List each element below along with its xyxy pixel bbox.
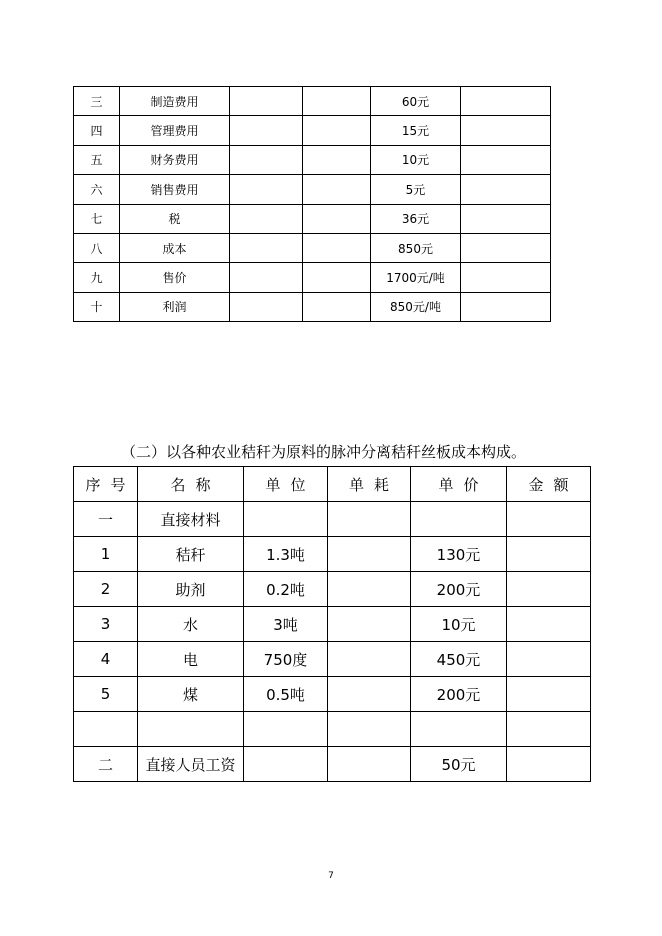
table-row	[74, 502, 591, 537]
price-cell	[411, 502, 507, 537]
consumption-cell	[328, 712, 411, 747]
name-cell: 售价	[120, 263, 230, 292]
price-cell: 15元	[371, 116, 461, 145]
consumption-cell	[303, 263, 371, 292]
price-cell: 36元	[371, 204, 461, 233]
column-header: 单位	[244, 467, 328, 502]
table-row	[74, 747, 591, 782]
unit-cell: 3吨	[244, 607, 328, 642]
name-cell: 制造费用	[120, 87, 230, 116]
name-cell: 电	[138, 642, 244, 677]
section-caption: （二）以各种农业秸秆为原料的脉冲分离秸秆丝板成本构成。	[121, 443, 527, 461]
consumption-cell	[328, 607, 411, 642]
column-header: 单耗	[328, 467, 411, 502]
seq-cell: 三	[74, 87, 120, 116]
amount-cell	[507, 607, 591, 642]
amount-cell	[461, 87, 551, 116]
amount-cell	[507, 747, 591, 782]
amount-cell	[461, 292, 551, 321]
seq-cell: 十	[74, 292, 120, 321]
seq-cell: 3	[74, 607, 138, 642]
seq-cell: 4	[74, 642, 138, 677]
unit-cell	[230, 116, 303, 145]
table-row	[74, 263, 551, 292]
name-cell: 成本	[120, 233, 230, 262]
table-row	[74, 642, 591, 677]
price-cell: 1700元/吨	[371, 263, 461, 292]
seq-cell: 四	[74, 116, 120, 145]
table-row	[74, 712, 591, 747]
name-cell: 管理费用	[120, 116, 230, 145]
table-row	[74, 677, 591, 712]
column-header: 单价	[411, 467, 507, 502]
name-cell: 财务费用	[120, 145, 230, 174]
consumption-cell	[303, 233, 371, 262]
table-row	[74, 572, 591, 607]
unit-cell	[230, 87, 303, 116]
seq-cell: 六	[74, 175, 120, 204]
consumption-cell	[328, 502, 411, 537]
unit-cell	[230, 263, 303, 292]
consumption-cell	[328, 677, 411, 712]
seq-cell: 八	[74, 233, 120, 262]
amount-cell	[507, 572, 591, 607]
name-cell: 税	[120, 204, 230, 233]
table-row	[74, 145, 551, 174]
consumption-cell	[303, 204, 371, 233]
consumption-cell	[303, 87, 371, 116]
name-cell: 销售费用	[120, 175, 230, 204]
table-row	[74, 204, 551, 233]
amount-cell	[461, 175, 551, 204]
amount-cell	[461, 233, 551, 262]
unit-cell	[244, 747, 328, 782]
table-row	[74, 175, 551, 204]
price-cell: 130元	[411, 537, 507, 572]
consumption-cell	[328, 747, 411, 782]
name-cell: 助剂	[138, 572, 244, 607]
consumption-cell	[303, 145, 371, 174]
straw-board-cost-table	[73, 466, 591, 782]
seq-cell	[74, 712, 138, 747]
column-header: 名称	[138, 467, 244, 502]
seq-cell: 九	[74, 263, 120, 292]
price-cell: 850元	[371, 233, 461, 262]
unit-cell: 1.3吨	[244, 537, 328, 572]
amount-cell	[507, 677, 591, 712]
seq-cell: 2	[74, 572, 138, 607]
amount-cell	[507, 502, 591, 537]
amount-cell	[507, 537, 591, 572]
consumption-cell	[303, 292, 371, 321]
unit-cell	[230, 204, 303, 233]
seq-cell: 二	[74, 747, 138, 782]
table-row	[74, 292, 551, 321]
table-header-row	[74, 467, 591, 502]
price-cell: 50元	[411, 747, 507, 782]
table-row	[74, 233, 551, 262]
unit-cell	[244, 712, 328, 747]
seq-cell: 5	[74, 677, 138, 712]
seq-cell: 七	[74, 204, 120, 233]
price-cell: 850元/吨	[371, 292, 461, 321]
seq-cell: 1	[74, 537, 138, 572]
table-row	[74, 87, 551, 116]
consumption-cell	[328, 642, 411, 677]
table-row	[74, 116, 551, 145]
amount-cell	[461, 204, 551, 233]
table-row	[74, 607, 591, 642]
name-cell: 直接人员工资	[138, 747, 244, 782]
name-cell: 秸秆	[138, 537, 244, 572]
page-number: 7	[328, 871, 334, 881]
consumption-cell	[303, 116, 371, 145]
column-header: 序号	[74, 467, 138, 502]
consumption-cell	[328, 572, 411, 607]
seq-cell: 一	[74, 502, 138, 537]
unit-cell: 750度	[244, 642, 328, 677]
unit-cell: 0.2吨	[244, 572, 328, 607]
name-cell: 水	[138, 607, 244, 642]
unit-cell: 0.5吨	[244, 677, 328, 712]
unit-cell	[244, 502, 328, 537]
amount-cell	[461, 263, 551, 292]
price-cell: 200元	[411, 677, 507, 712]
name-cell: 直接材料	[138, 502, 244, 537]
amount-cell	[507, 712, 591, 747]
unit-cell	[230, 145, 303, 174]
consumption-cell	[303, 175, 371, 204]
price-cell: 10元	[411, 607, 507, 642]
price-cell: 450元	[411, 642, 507, 677]
amount-cell	[461, 145, 551, 174]
amount-cell	[507, 642, 591, 677]
cost-table-continued	[73, 86, 551, 322]
unit-cell	[230, 292, 303, 321]
name-cell: 利润	[120, 292, 230, 321]
seq-cell: 五	[74, 145, 120, 174]
amount-cell	[461, 116, 551, 145]
consumption-cell	[328, 537, 411, 572]
name-cell	[138, 712, 244, 747]
table-row	[74, 537, 591, 572]
unit-cell	[230, 233, 303, 262]
price-cell: 200元	[411, 572, 507, 607]
price-cell: 60元	[371, 87, 461, 116]
price-cell: 5元	[371, 175, 461, 204]
unit-cell	[230, 175, 303, 204]
column-header: 金额	[507, 467, 591, 502]
price-cell	[411, 712, 507, 747]
price-cell: 10元	[371, 145, 461, 174]
name-cell: 煤	[138, 677, 244, 712]
